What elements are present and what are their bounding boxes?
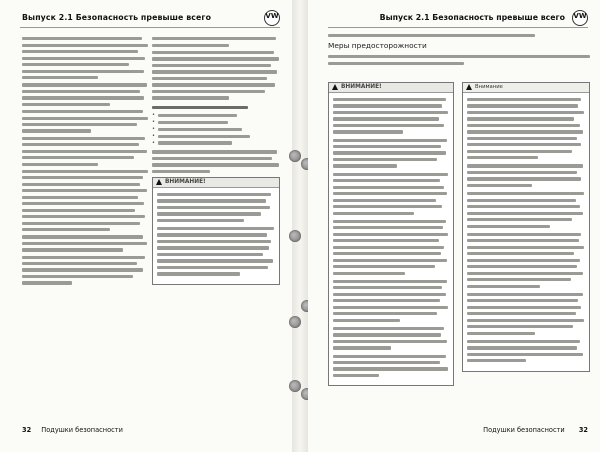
right-page-header [308, 10, 600, 28]
list-item: • [152, 133, 280, 140]
list-item: • [152, 140, 280, 147]
caution-text [463, 93, 589, 368]
left-header-title: Выпуск 2.1 Безопасность превыше всего [22, 13, 212, 22]
warning-box [152, 177, 280, 285]
right-footer [483, 426, 588, 434]
binder-hole-icon [289, 150, 301, 162]
paragraph [22, 83, 148, 106]
paragraph [22, 110, 148, 133]
intro-text [328, 52, 590, 68]
vw-logo-icon: VW [264, 10, 280, 26]
bullet-list [152, 106, 280, 147]
paragraph [22, 235, 148, 251]
header-rule [328, 27, 588, 28]
paragraph [22, 137, 148, 166]
footer-section: Подушки безопасности [41, 426, 123, 434]
warning-triangle-icon [466, 84, 472, 90]
subheading [328, 34, 593, 37]
paragraph [22, 37, 148, 79]
warning-header [153, 178, 279, 188]
warning-box [328, 82, 454, 386]
paragraph [152, 51, 280, 100]
vw-logo-icon: VW [572, 10, 588, 26]
right-column-2 [462, 82, 590, 376]
paragraph [22, 170, 148, 232]
warning-label: ВНИМАНИЕ! [341, 84, 382, 90]
paragraph [152, 150, 280, 173]
warning-triangle-icon [332, 84, 338, 90]
warning-triangle-icon [156, 179, 162, 185]
warning-text [329, 93, 453, 383]
caution-box [462, 82, 590, 372]
footer-section: Подушки безопасности [483, 426, 565, 434]
left-footer [22, 426, 123, 434]
warning-header [329, 83, 453, 93]
paragraph [152, 37, 280, 47]
paragraph [22, 256, 148, 285]
right-header-title: Выпуск 2.1 Безопасность превыше всего [379, 13, 565, 22]
binder-hole-icon [289, 316, 301, 328]
warning-label: ВНИМАНИЕ! [165, 178, 206, 185]
left-page-header [0, 10, 292, 28]
list-item: • [152, 112, 280, 119]
caution-header [463, 83, 589, 93]
binder-hole-icon [289, 230, 301, 242]
page-number: 32 [578, 426, 588, 434]
right-page [308, 0, 600, 452]
caution-label: Внимание [475, 84, 503, 90]
list-item: • [152, 119, 280, 126]
list-item: • [152, 126, 280, 133]
section-title: Меры предосторожности [328, 41, 427, 50]
left-page [0, 0, 293, 452]
left-column-2 [152, 34, 280, 289]
right-column-1 [328, 82, 454, 390]
left-column-1 [22, 34, 148, 289]
page-number: 32 [22, 426, 32, 434]
warning-text [153, 188, 279, 281]
header-rule [20, 27, 280, 28]
binder-hole-icon [289, 380, 301, 392]
